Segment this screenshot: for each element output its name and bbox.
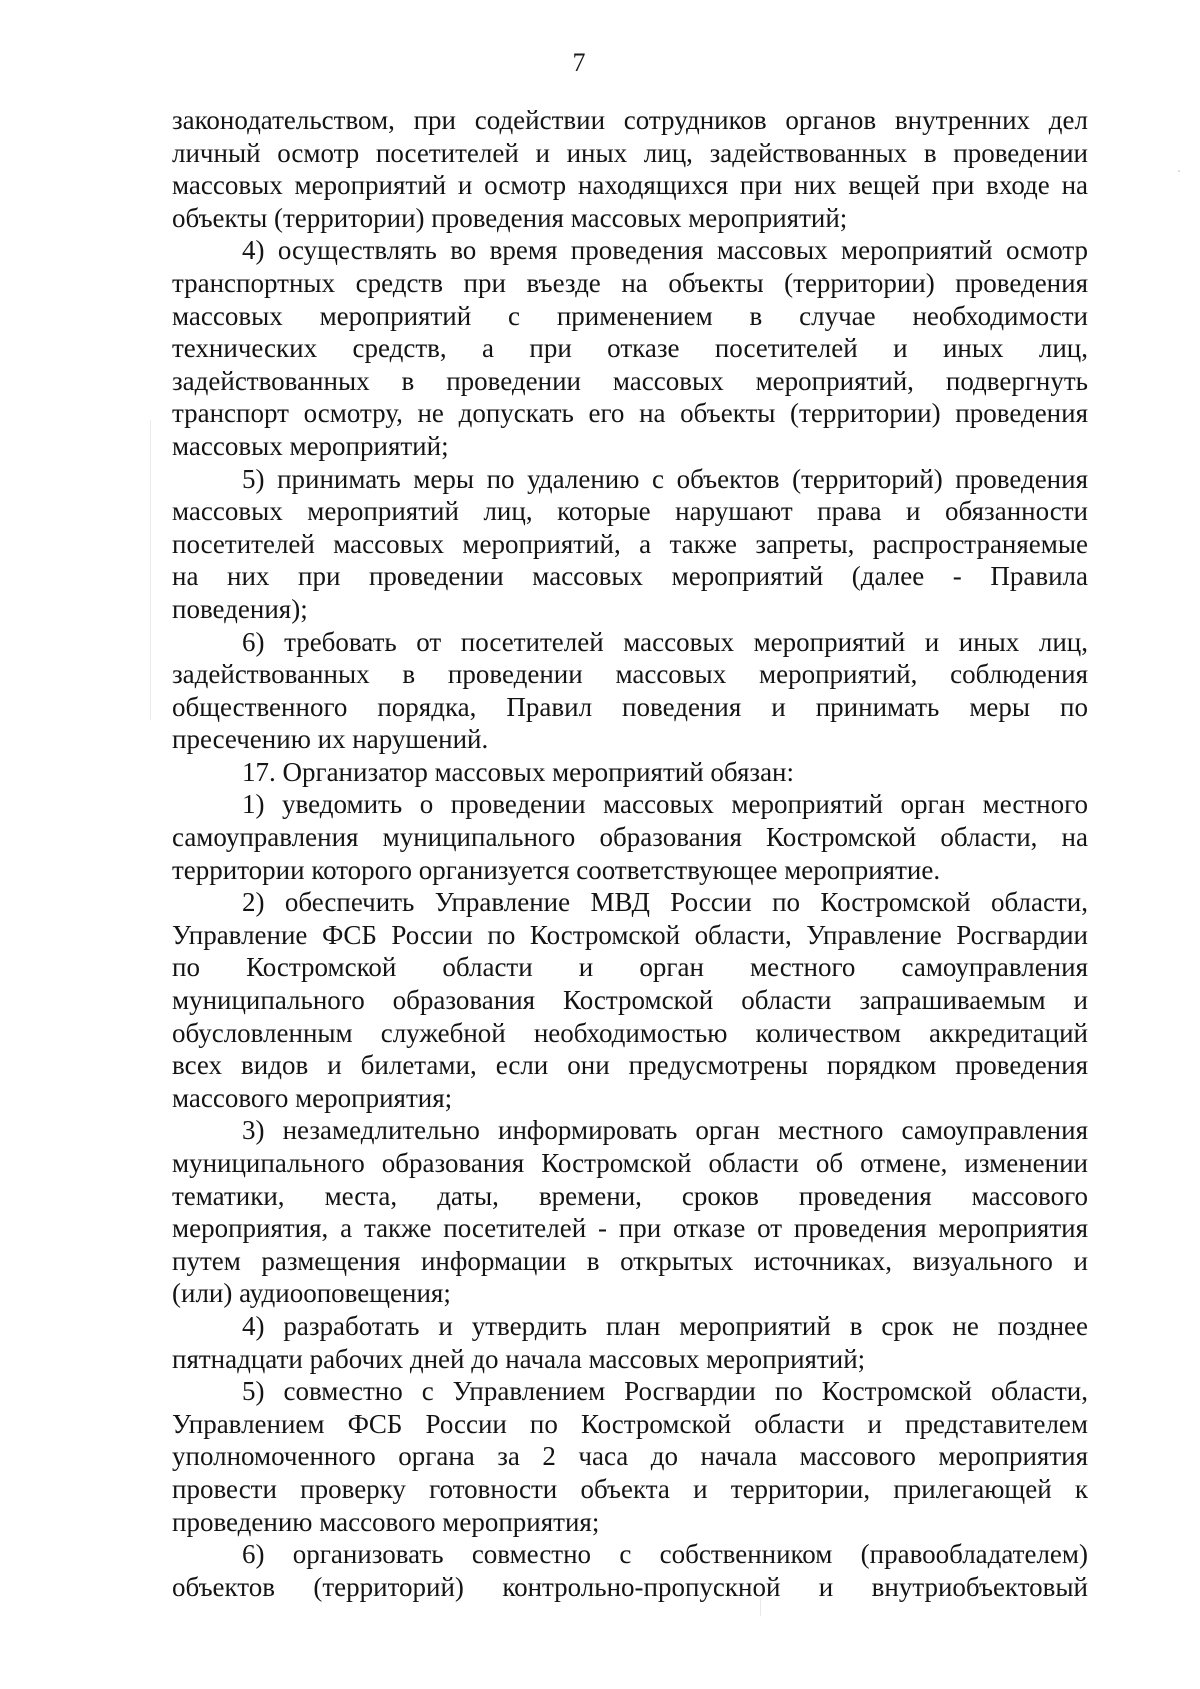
text-line: объектов (территорий) контрольно-пропускной и внутриобъектовый: [172, 1571, 1088, 1602]
text-line: (или) аудиооповещения;: [172, 1278, 451, 1309]
page-number: 7: [572, 48, 586, 77]
text-line: личный осмотр посетителей и иных лиц, задействованных в проведении: [172, 137, 1088, 168]
text-line: проведению массового мероприятия;: [172, 1506, 600, 1537]
text-line: обусловленным служебной необходимостью количеством аккредитаций: [172, 1017, 1088, 1048]
text-line: массовых мероприятий лиц, которые нарушают права и обязанности: [172, 496, 1088, 527]
text-line: муниципального образования Костромской области об отмене, изменении: [172, 1148, 1088, 1178]
text-line: 6) организовать совместно с собственником (правообладателем): [242, 1539, 1088, 1570]
text-line: массовых мероприятий;: [172, 430, 449, 461]
text-line: мероприятия, а также посетителей - при отказе от проведения мероприятия: [172, 1213, 1088, 1244]
text-line: уполномоченного органа за 2 часа до начала массового мероприятия: [172, 1441, 1088, 1472]
text-line: самоуправления муниципального образования Костромской области, на: [172, 822, 1088, 853]
text-line: общественного порядка, Правил поведения и принимать меры по: [172, 691, 1088, 722]
text-line: 4) осуществлять во время проведения массовых мероприятий осмотр: [242, 235, 1088, 266]
text-line: массового мероприятия;: [172, 1082, 453, 1113]
text-line: Управлением ФСБ России по Костромской области и представителем: [172, 1408, 1088, 1439]
text-line: задействованных в проведении массовых мероприятий, подвергнуть: [172, 365, 1088, 396]
text-line: посетителей массовых мероприятий, а также запреты, распространяемые: [172, 528, 1088, 559]
text-line: муниципального образования Костромской области запрашиваемым и: [172, 985, 1088, 1016]
text-line: пресечению их нарушений.: [172, 724, 489, 755]
text-line: по Костромской области и орган местного самоуправления: [172, 952, 1088, 983]
text-line: задействованных в проведении массовых мероприятий, соблюдения: [172, 659, 1088, 690]
text-line: 3) незамедлительно информировать орган местного самоуправления: [242, 1115, 1088, 1146]
text-line: путем размещения информации в открытых источниках, визуального и: [172, 1245, 1088, 1276]
text-line: тематики, места, даты, времени, сроков проведения массового: [172, 1180, 1088, 1211]
text-line: пятнадцати рабочих дней до начала массовых мероприятий;: [172, 1343, 866, 1374]
text-line: 6) требовать от посетителей массовых мероприятий и иных лиц,: [242, 626, 1088, 657]
text-line: технических средств, а при отказе посетителей и иных лиц,: [172, 333, 1088, 364]
scan-artifact-bottom: [760, 1598, 761, 1616]
text-line: территории которого организуется соответствующее мероприятие.: [172, 854, 941, 885]
text-line: объекты (территории) проведения массовых мероприятий;: [172, 202, 848, 233]
text-line: поведения);: [172, 593, 308, 624]
text-line: транспортных средств при въезде на объекты (территории) проведения: [172, 267, 1088, 298]
text-line: 5) совместно с Управлением Росгвардии по Костромской области,: [242, 1376, 1088, 1407]
text-line: 2) обеспечить Управление МВД России по Костромской области,: [242, 887, 1088, 918]
body-text: [172, 104, 1088, 1603]
scan-artifact-right: [1178, 170, 1180, 172]
text-line: массовых мероприятий и осмотр находящихся при них вещей при входе на: [172, 170, 1088, 201]
text-line: транспорт осмотру, не допускать его на объекты (территории) проведения: [172, 398, 1088, 429]
text-line: массовых мероприятий с применением в случае необходимости: [172, 300, 1088, 331]
text-line: 17. Организатор массовых мероприятий обязан:: [242, 756, 795, 787]
text-line: Управление ФСБ России по Костромской области, Управление Росгвардии: [172, 919, 1088, 950]
text-line: 1) уведомить о проведении массовых мероприятий орган местного: [242, 789, 1088, 820]
text-line: законодательством, при содействии сотрудников органов внутренних дел: [172, 105, 1088, 135]
text-line: провести проверку готовности объекта и территории, прилегающей к: [172, 1473, 1088, 1504]
text-line: на них при проведении массовых мероприятий (далее - Правила: [172, 561, 1088, 592]
text-line: 4) разработать и утвердить план мероприятий в срок не позднее: [242, 1310, 1088, 1341]
text-line: всех видов и билетами, если они предусмотрены порядком проведения: [172, 1050, 1088, 1081]
scan-artifact-left: [150, 420, 151, 720]
text-line: 5) принимать меры по удалению с объектов (территорий) проведения: [242, 463, 1088, 494]
